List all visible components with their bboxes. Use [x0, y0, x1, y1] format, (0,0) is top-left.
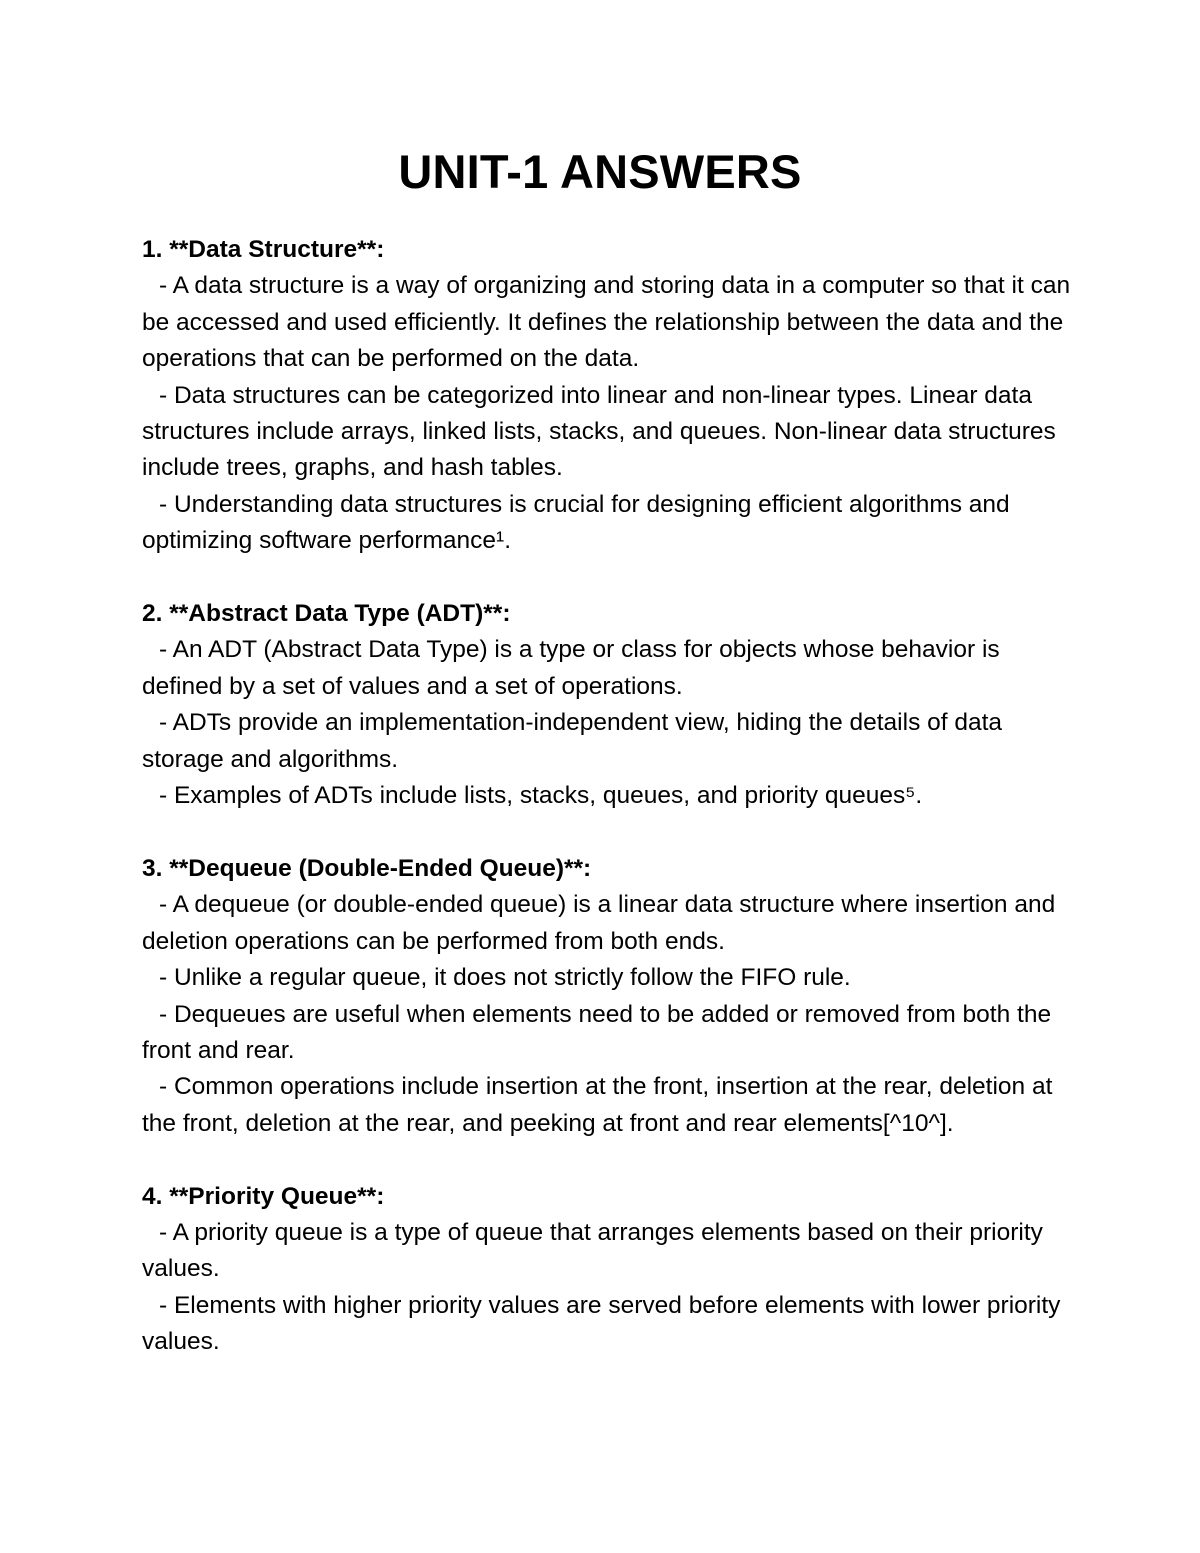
paragraph: - Understanding data structures is crucial for designing efficient algorithms and optimizing software performance¹. [142, 490, 1010, 555]
paragraph: - Common operations include insertion at the front, insertion at the rear, deletion at the front, deletion at the rear, and peeking at front and rear elements[^10^]. [142, 1073, 1053, 1137]
section-abstract-data-type [142, 596, 1072, 814]
paragraph: - A dequeue (or double-ended queue) is a linear data structure where insertion and deletion operations can be performed from both ends. [142, 891, 1056, 955]
section-heading: 2. **Abstract Data Type (ADT)**: [142, 600, 511, 628]
paragraph: - Data structures can be categorized into linear and non-linear types. Linear data structures include arrays, linked lists, stacks, and queues. Non-linear data structures include trees, graphs, and hash tables. [142, 381, 1056, 482]
page-title: UNIT-1 ANSWERS [398, 145, 802, 198]
section-heading: 3. **Dequeue (Double-Ended Queue)**: [142, 854, 592, 882]
paragraph: - A data structure is a way of organizing and storing data in a computer so that it can be accessed and used efficiently. It defines the relationship between the data and the operations that can be performed on the data. [142, 272, 1071, 373]
section-priority-queue [142, 1179, 1072, 1361]
paragraph: - Examples of ADTs include lists, stacks, queues, and priority queues⁵. [159, 782, 923, 810]
section-data-structure [142, 232, 1072, 560]
paragraph: - An ADT (Abstract Data Type) is a type or class for objects whose behavior is defined by a set of values and a set of operations. [142, 636, 1000, 700]
paragraph: - ADTs provide an implementation-independent view, hiding the details of data storage and algorithms. [142, 709, 1003, 773]
section-heading: 1. **Data Structure**: [142, 236, 385, 263]
paragraph: - Unlike a regular queue, it does not strictly follow the FIFO rule. [159, 964, 851, 992]
paragraph: - A priority queue is a type of queue that arranges elements based on their priority values. [142, 1218, 1043, 1283]
paragraph: - Dequeues are useful when elements need to be added or removed from both the front and rear. [142, 1000, 1052, 1064]
document-body [142, 232, 1072, 1397]
paragraph: - Elements with higher priority values are served before elements with lower priority values. [142, 1291, 1061, 1356]
section-heading: 4. **Priority Queue**: [142, 1182, 385, 1210]
section-dequeue [142, 851, 1072, 1142]
